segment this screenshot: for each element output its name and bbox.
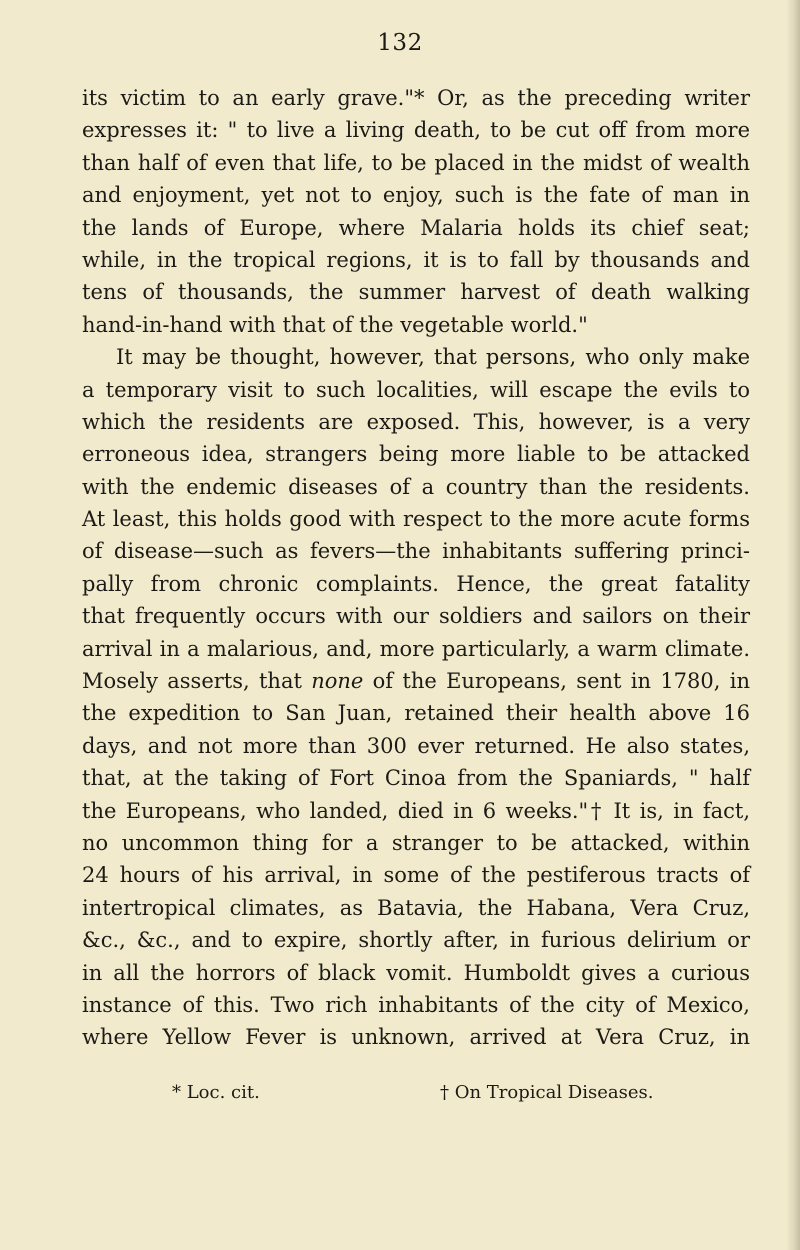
text-line: arrival in a malarious, and, more particularly, a warm climate. (82, 636, 750, 661)
emphasis-none: none (311, 669, 364, 694)
text-line: days, and not more than 300 ever returned. He also states, (82, 733, 750, 758)
text-line: erroneous idea, strangers being more liable to be attacked (82, 442, 750, 467)
body-text (82, 82, 750, 1054)
text-line: a temporary visit to such localities, will escape the evils to (82, 377, 750, 402)
mosely-line-end: of the Europeans, sent in 1780, in (363, 669, 750, 694)
text-line: than half of even that life, to be placed in the midst of wealth (82, 150, 750, 175)
text-line: that frequently occurs with our soldiers and sailors on their (82, 604, 750, 629)
footnote-loc-cit: * Loc. cit. (172, 1082, 260, 1103)
text-line: hand-in-hand with that of the vegetable world." (82, 312, 588, 337)
footnote-tropical-diseases: † On Tropical Diseases. (440, 1082, 654, 1103)
text-line: and enjoyment, yet not to enjoy, such is the fate of man in (82, 183, 750, 208)
text-line: expresses it: " to live a living death, to be cut off from more (82, 118, 750, 143)
page-number: 132 (377, 30, 423, 56)
text-line: the lands of Europe, where Malaria holds its chief seat; (82, 215, 750, 240)
text-line: no uncommon thing for a stranger to be attacked, within (82, 830, 750, 855)
text-line: instance of this. Two rich inhabitants of the city of Mexico, (82, 992, 750, 1017)
footnotes (172, 1082, 712, 1110)
text-line: the expedition to San Juan, retained their health above 16 (82, 701, 750, 726)
text-line: &c., &c., and to expire, shortly after, in furious delirium or (82, 928, 750, 953)
text-line: that, at the taking of Fort Cinoa from the Spaniards, " half (82, 766, 750, 791)
text-line: of disease—such as fevers—the inhabitants suffering princi- (82, 539, 750, 564)
text-line: At least, this holds good with respect to the more acute forms (82, 507, 750, 532)
text-line: pally from chronic complaints. Hence, the great fatality (82, 571, 750, 596)
text-line: in all the horrors of black vomit. Humboldt gives a curious (82, 960, 750, 985)
text-line: 24 hours of his arrival, in some of the pestiferous tracts of (82, 863, 750, 888)
mosely-line-start: Mosely asserts, that (82, 669, 312, 694)
text-line: with the endemic diseases of a country than the residents. (82, 474, 750, 499)
text-line: the Europeans, who landed, died in 6 weeks."† It is, in fact, (82, 798, 750, 823)
paragraph-start-line: It may be thought, however, that persons, who only make (116, 345, 750, 370)
text-line: while, in the tropical regions, it is to fall by thousands and (82, 247, 750, 272)
text-line: tens of thousands, the summer harvest of death walking (82, 280, 750, 305)
text-line: intertropical climates, as Batavia, the Habana, Vera Cruz, (82, 895, 750, 920)
page-edge-shadow (786, 0, 800, 1250)
text-line: which the residents are exposed. This, however, is a very (82, 409, 750, 434)
text-line: where Yellow Fever is unknown, arrived at Vera Cruz, in (82, 1025, 750, 1050)
mosely-line (82, 665, 750, 697)
text-line: its victim to an early grave."* Or, as the preceding writer (82, 86, 750, 110)
